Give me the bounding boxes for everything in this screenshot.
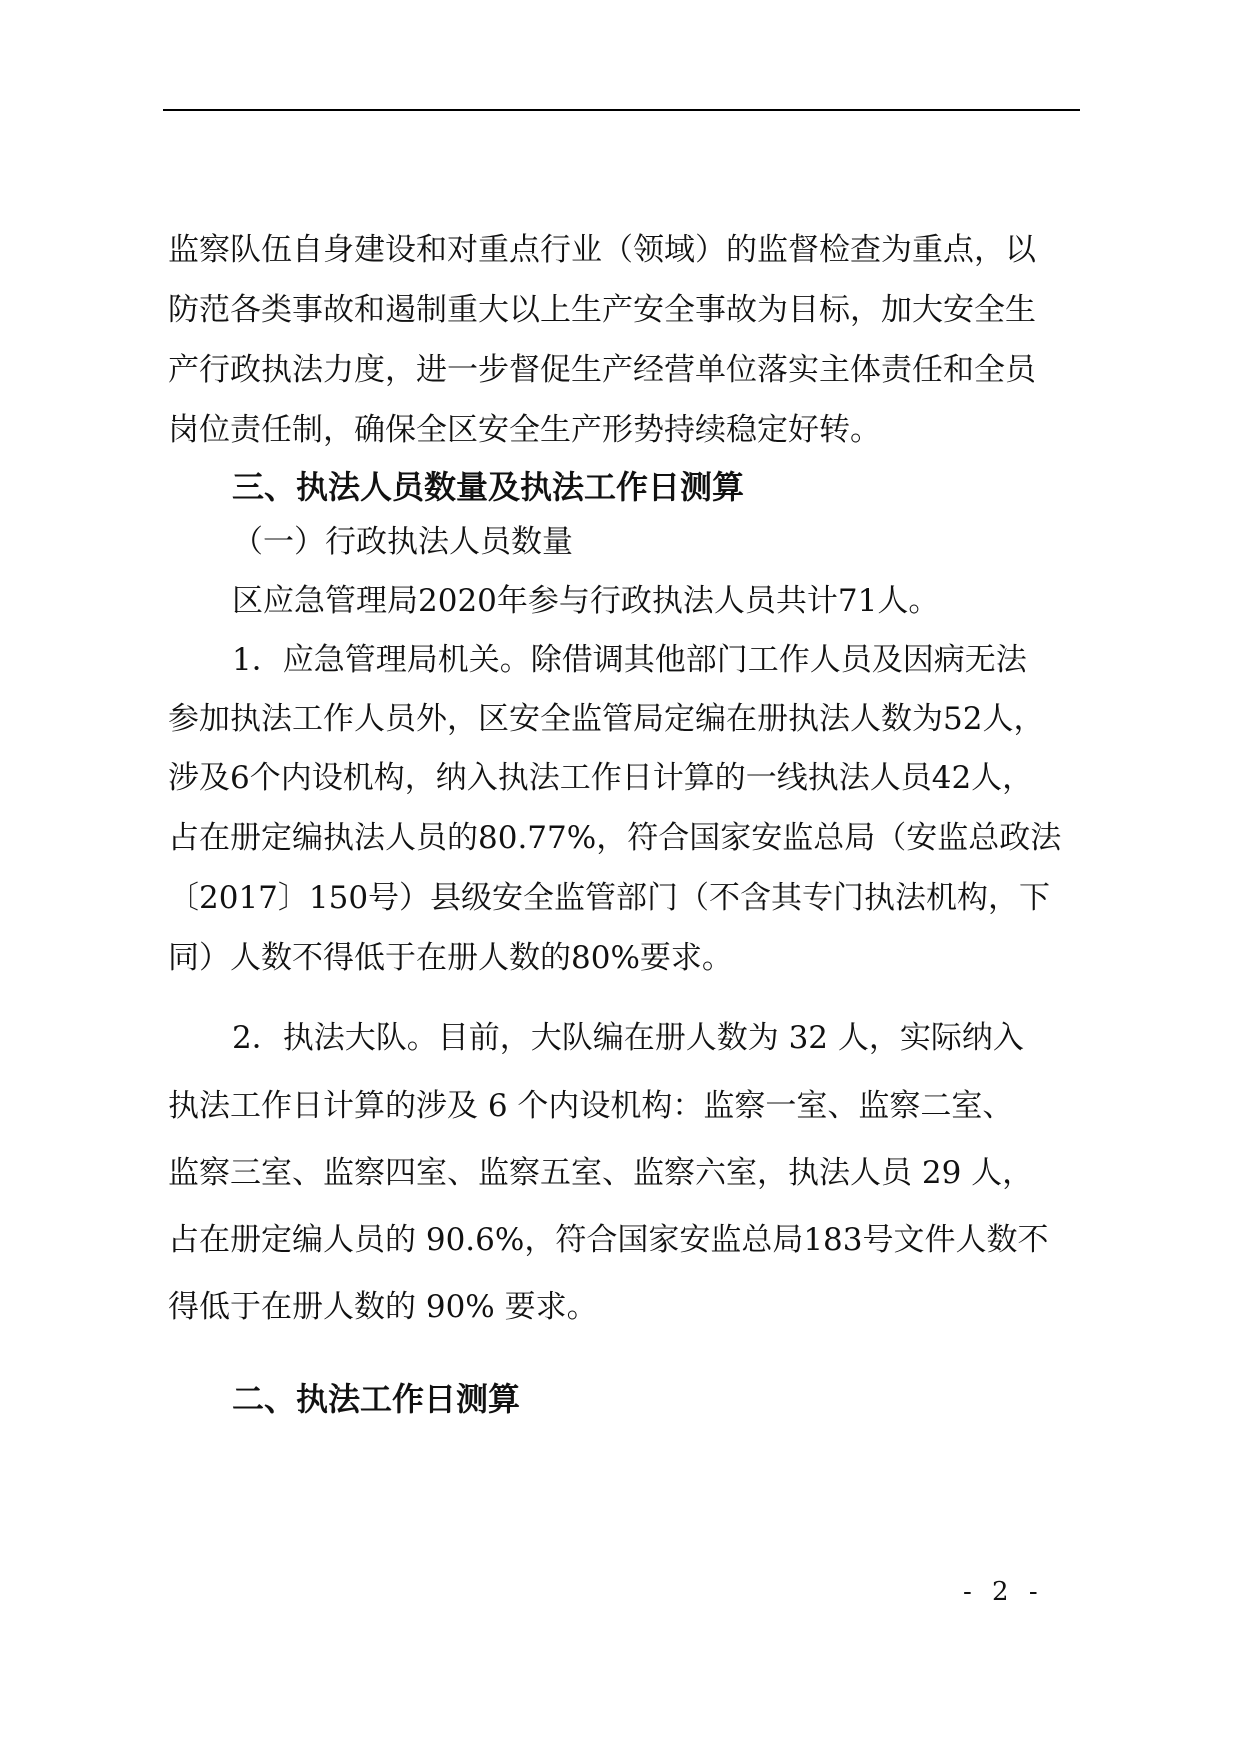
item-2-line: 执法工作日计算的涉及 6 个内设机构：监察一室、监察二室、 [168, 1088, 1014, 1124]
section-heading: 三、执法人员数量及执法工作日测算 [232, 468, 745, 506]
item-1-line: 参加执法工作人员外，区安全监管局定编在册执法人数为52人， [168, 701, 1045, 737]
page-number: - 2 - [963, 1577, 1044, 1607]
item-1-line: 涉及6个内设机构，纳入执法工作日计算的一线执法人员42人， [168, 760, 1034, 796]
item-1-line: 〔2017〕150号）县级安全监管部门（不含其专门执法机构，下 [168, 880, 1051, 916]
paragraph-line: 岗位责任制，确保全区安全生产形势持续稳定好转。 [168, 412, 881, 448]
item-1-line: 1．应急管理局机关。除借调其他部门工作人员及因病无法 [232, 642, 1027, 678]
paragraph-line: 监察队伍自身建设和对重点行业（领域）的监督检查为重点，以 [168, 232, 1036, 268]
subsection-heading: （一）行政执法人员数量 [232, 524, 573, 560]
paragraph-line: 防范各类事故和遏制重大以上生产安全事故为目标，加大安全生 [168, 292, 1036, 328]
item-2-line: 占在册定编人员的 90.6%，符合国家安监总局183号文件人数不 [168, 1222, 1049, 1258]
item-2-line: 监察三室、监察四室、监察五室、监察六室，执法人员 29 人， [168, 1155, 1034, 1191]
summary-line: 区应急管理局2020年参与行政执法人员共计71人。 [232, 583, 940, 619]
item-1-line: 同）人数不得低于在册人数的80%要求。 [168, 940, 733, 976]
section-heading: 二、执法工作日测算 [232, 1380, 521, 1418]
paragraph-line: 产行政执法力度，进一步督促生产经营单位落实主体责任和全员 [168, 352, 1036, 388]
item-2-line: 2．执法大队。目前，大队编在册人数为 32 人，实际纳入 [232, 1020, 1024, 1056]
item-2-line: 得低于在册人数的 90% 要求。 [168, 1289, 598, 1325]
header-rule [163, 109, 1080, 111]
item-1-line: 占在册定编执法人员的80.77%，符合国家安监总局（安监总政法 [168, 820, 1062, 856]
